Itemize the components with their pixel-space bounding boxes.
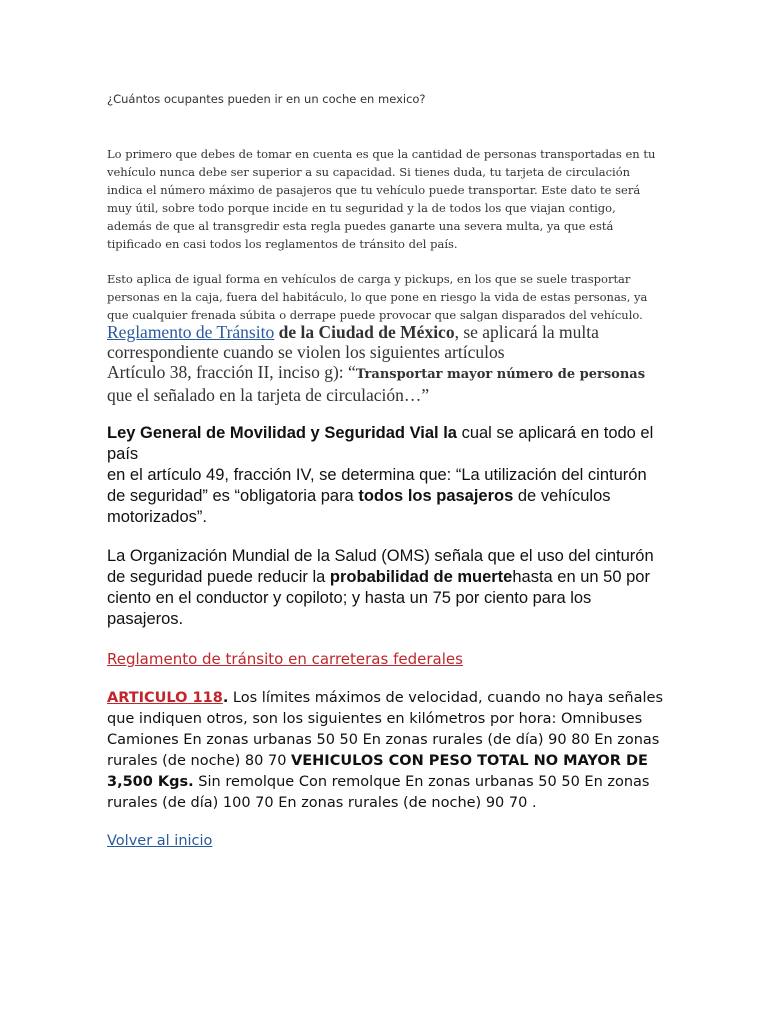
reglamento-cdmx-paragraph — [107, 322, 667, 405]
oms-tail: hasta en un 50 por ciento en el conductor y copiloto; y hasta un 75 por ciento para los pasajeros. — [107, 568, 650, 628]
articulo-49-tail: de vehículos motorizados”. — [107, 487, 611, 526]
intro-paragraph: Lo primero que debes de tomar en cuenta es que la cantidad de personas transportadas en tu vehículo nunca debe ser superior a su capacidad. Si tienes duda, tu tarjeta de circulación indica el número máximo de pasajeros que tu vehículo puede transportar. Este dato te será muy útil, sobre todo porque incide en tu seguridad y la de todos los que viajan contigo, además de que al transgredir esta regla puedes ganarte una severa multa, ya que está tipificado en casi todos los reglamentos de tránsito del país. — [107, 147, 656, 251]
federal-reglamento-link[interactable]: Reglamento de tránsito en carreteras federales — [107, 650, 463, 668]
vehiculos-peso-bold: VEHICULOS CON PESO TOTAL NO MAYOR DE 3,500 Kgs. — [107, 753, 648, 790]
ley-general-text: cual se aplicará en todo el país — [107, 424, 654, 463]
reglamento-cdmx-bold: de la Ciudad de México — [274, 322, 455, 342]
articulo-38-text: Artículo 38, fracción II, inciso g): “ — [107, 362, 356, 382]
oms-text: La Organización Mundial de la Salud (OMS) señala que el uso del cinturón de seguridad puede reducir la — [107, 547, 654, 586]
oms-paragraph — [107, 546, 667, 630]
reglamento-text: , se aplicará la multa correspondiente cuando se violen los siguientes artículos — [107, 322, 599, 362]
ley-general-paragraph — [107, 423, 667, 528]
cargo-paragraph: Esto aplica de igual forma en vehículos de carga y pickups, en los que se suele trasportar personas en la caja, fuera del habitáculo, lo que pone en riesgo la vida de estas personas, ya que cualquier frenada súbita o derrape puede provocar que salgan disparados del vehículo. — [107, 272, 648, 322]
article-118-dot: . — [222, 690, 229, 706]
article-118-paragraph — [107, 688, 663, 814]
articulo-38-bold: Transportar mayor número de personas — [355, 367, 646, 382]
ley-general-bold: Ley General de Movilidad y Seguridad Vial la — [107, 424, 457, 442]
todos-pasajeros-bold: todos los pasajeros — [358, 487, 514, 505]
reglamento-transito-link[interactable]: Reglamento de Tránsito — [107, 322, 275, 342]
probabilidad-muerte-bold: probabilidad de muerte — [329, 568, 513, 586]
article-118-text: Los límites máximos de velocidad, cuando no haya señales que indiquen otros, son los siguientes en kilómetros por hora: Omnibuses Camiones En zonas urbanas 50 50 En zonas rurales (de día) 90 80 En zonas rurales (de noche) 80 70 — [107, 690, 664, 769]
question-heading: ¿Cuántos ocupantes pueden ir en un coche en mexico? — [107, 92, 426, 106]
article-118-tail: Sin remolque Con remolque En zonas urbanas 50 50 En zonas rurales (de día) 100 70 En zonas rurales (de noche) 90 70 . — [107, 774, 650, 811]
articulo-38-tail: que el señalado en la tarjeta de circulación…” — [107, 385, 430, 405]
article-118-link[interactable]: ARTICULO 118 — [107, 690, 223, 706]
articulo-49-text: en el artículo 49, fracción IV, se determina que: “La utilización del cinturón de seguridad” es “obligatoria para — [107, 466, 647, 505]
back-to-home-link[interactable]: Volver al inicio — [107, 833, 213, 849]
